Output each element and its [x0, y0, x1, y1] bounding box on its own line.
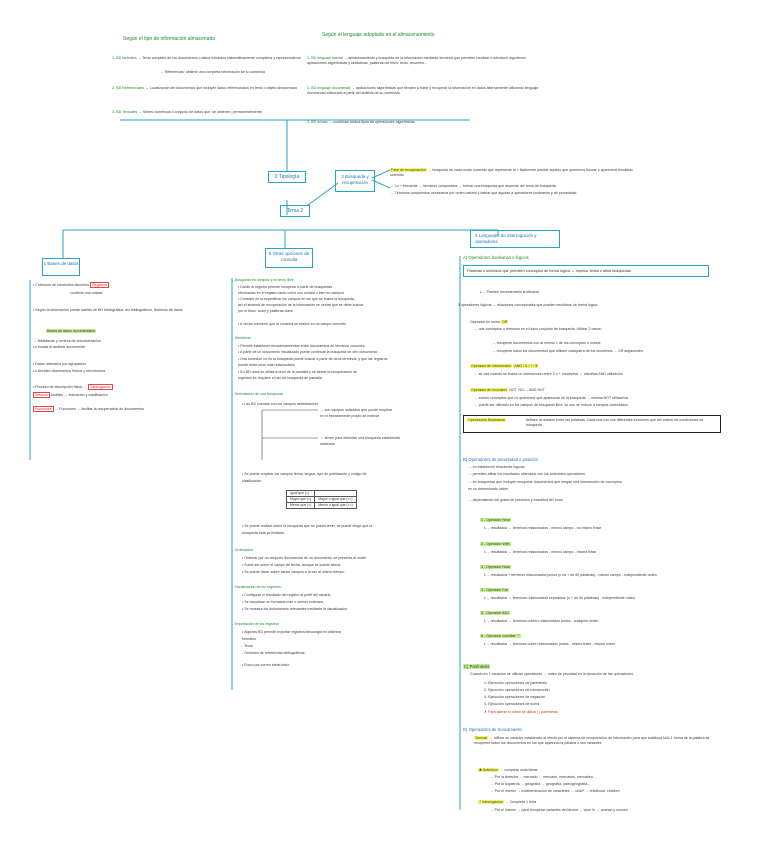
mid-heading-campos: → Búsqueda en campos y en texto libre [230, 278, 294, 282]
left-line-1: • Colección de elementos discretos Registros [33, 283, 108, 287]
left-line-3: → Bibliotecas y centros de documentación [33, 339, 101, 343]
operador-or-text: → unir conceptos o términos en el único conjunto de búsqueda. Utilizar 2 casos: [474, 327, 602, 331]
mid-heading-exportacion: → Exportación de los registros [230, 622, 279, 626]
busqueda-note-3: → Términos compuestos necesarios por orden natural y hablar que ayudan a operadores booleanos y de proximidad [390, 191, 577, 195]
proximidad-heading: B) Operadores de proximidad o posición [463, 457, 538, 462]
op-with-text: L→ resultados → términos relacionados - mismo campo - misma frase [484, 550, 597, 554]
parentesis-heading: C) Paréntesis [464, 664, 490, 669]
top-left-item-2: 2- BD Referenciales → Localización de documentos que incluyen datos referenciados en texto o objeto almacenado [112, 86, 298, 90]
comparison-table: Igual que (=) Mayor que (>) Mayor o igual que (>=) Menor que (<) Menor o igual que (<=) [286, 490, 357, 509]
booleanos-intro: 3 operadores lógicos → relaciones conceptuales que pueden escribirse de forma lógica [458, 303, 598, 307]
lenguajes-node: 4 Lenguajes de interrogación y operadores [470, 230, 560, 248]
left-line-2: • Según la información puede habitar de BD bibliográfica, así bibliográficos, términos de datos [33, 308, 183, 312]
top-right-item-3: 3- BD mixtas → combinan ambos tipos de operaciones algorítmicas [307, 120, 416, 124]
mid-heading-visualizacion: → Visualización de los registros [230, 585, 281, 589]
otras-opciones-node: 5 Otras opciones de consulta [265, 248, 313, 268]
trunc-derecha: → Por la derecha → mercado → mercado, mercados, mercadeo... [490, 775, 596, 779]
operador-and-text: → se usa cuando se busca un intersección entre 2 o + conceptos → visualiza AND utilización [474, 372, 623, 376]
trunc-asterisco: ✱ Asterisco → completa unos letras [479, 768, 538, 772]
left-line-4: Lo instala el análisis documental [33, 345, 85, 349]
mid-heading-hipertexto: → Hipertexto [230, 336, 251, 340]
op-far-text: L→ resultados → términos relacionados separados (n + de 50 palabras) - independiente orden [484, 596, 635, 600]
truncamiento-intro: Truncar → utilizar un carácter establecido al efecto por el sistema de recuperación de información para que sustituya sólo 1 forma de la palabra se recuperen todos los documentos en los que aparezca la palabra o sus variantes [474, 736, 710, 745]
op-near-2-text: L→ resultados + términos relacionados juntos (n no + de 50 palabras) - mismo campo - independiente orden [484, 573, 657, 577]
left-line-1-sub: contiene una unidad [70, 291, 103, 295]
booleanos-sub: L→ Pueden incrementarlo la eficacia [480, 290, 539, 294]
operador-not-line: → puede ser utilizado en los campos de búsqueda libre, su uso se reduce a campos controlados [474, 403, 629, 407]
op-near-1-text: L→ resultados → términos relacionados - mismo campo - no mismo frase [484, 526, 602, 530]
left-line-8: Tesauro Análisis → indización y clasificación [35, 393, 108, 397]
booleanos-note-label: Operadores Booleanos [468, 418, 505, 422]
operador-not-text: → excluir conceptos que no queremos que aparezcan en la búsqueda → elimina NOT utilizamos [474, 396, 629, 400]
op-with: 2 - Operador With [481, 542, 510, 546]
top-right-item-2: 2- BD lenguaje documental → aplicaciones algorítmicas que tienden a tratar y recuperar la información en datos alternamente utilizando lenguaje documental elaborado a partir del análisis de su contenido [307, 86, 539, 95]
left-line-9: Funciones → Funciones → facilitar la recuperación de documentos [35, 407, 144, 411]
mid-heading-ordenacion: → Ordenación [230, 548, 254, 552]
booleanos-heading: A) Operadores booleanos o lógicos [463, 255, 529, 260]
trunc-interrogacion-interior: → Por el interior → para recuperar variantes del idioma → wom?n → woman y women [490, 808, 628, 812]
truncamiento-heading: D) Operadores de truncamiento [463, 727, 522, 732]
operador-or-line-2: → recuperar todos los documentos que utilicen cualquiera de los sinónimos → OR adyacentes [492, 349, 643, 353]
busqueda-note-2: → Lo + frecuente → términos compuestos → formar una búsqueda que depende del tema de búsqueda [390, 184, 556, 188]
top-left-item-1: 1- BD factuales → Texto completo de los documentos o datos extraídos sistemáticamente completos y representativos [112, 56, 301, 60]
booleanos-box: Palabras o símbolos que permiten conceptos de forma lógica → implica, limita o afina búsquedas [463, 265, 709, 277]
left-line-7: • Proceso de descripción física → Catalogación [33, 385, 111, 389]
mid-delimitacion-line: • Las BD cuentan con los campos delimitadores [242, 402, 319, 406]
top-right-title: Según el lenguaje adoptado en el almacenamiento [322, 32, 435, 38]
top-left-item-3: 3- BD Textuales → Series numéricas o conjunto de datos que, se obtienen, permanentemente [112, 110, 262, 114]
left-line-6: Lo deciden documentos físicos y electrónicos [33, 369, 106, 373]
op-adj-text: L→ resultados → términos cubren relacionados juntos - cualquier orden [484, 619, 599, 623]
trunc-interrogacion: ? Interrogación → Completa 1 letra [479, 800, 536, 804]
op-near-1: 1 - Operador Near [481, 518, 511, 522]
top-left-title: Según el tipo de información almacenada [123, 36, 216, 42]
left-line-5: • Datos obtenidos por agrupación [33, 362, 87, 366]
top-right-item-1: 1- BD lenguaje natural → almacenamiento y búsqueda de la información mediante términos que permiten localizar e introducir algoritmos aplicaciones algorítmicas y sintácticas, palabras del título, texto, resumen... [307, 56, 526, 65]
op-comillas: 6 - Operador comillas " " [481, 634, 520, 638]
operador-or-line-1: → recuperar documentos con al menos 1 de los conceptos o unidos [492, 341, 601, 345]
mid-heading-delimitacion: → Delimitación de una búsqueda [230, 392, 283, 396]
op-far: 4 - Operador Far [481, 588, 508, 592]
operador-and: Operador de intersección AND / & / + / $ [471, 364, 538, 368]
tipologia-node: 2 Tipología [268, 171, 306, 183]
operador-or: Operador de suma OR [470, 320, 508, 324]
tema-node: Tema 2 [280, 205, 310, 217]
booleanos-note-text: definen la relación entre las palabras. Cada una con sus diferentes funciones que del criterio de condiciones de búsqueda [526, 418, 704, 427]
trunc-izquierda: → Por la izquierda → geografía → geografía, paleogeografía... [490, 782, 591, 786]
busqueda-note-1: Fase de recuperación → búsqueda en cada modo concreto que represente la + fácilmente posible aquello que queremos buscar y aparecerá resultado obtenido [390, 168, 633, 177]
busqueda-node: 3 Búsqueda y recuperación [335, 170, 375, 192]
trunc-interior: → Por el interior → indeterminación de caracteres → child* → childhood, children [490, 789, 620, 793]
op-comillas-text: L→ resultados → términos cubre relacionados juntos - mismo frase - mismo orden [484, 642, 616, 646]
op-near-2: 3 - Operador Near [481, 565, 511, 569]
left-heading-documentales: Bases de datos documentales [47, 329, 96, 333]
top-left-item-sub: → Referencias: obtiene una completa información de lo contenido [160, 70, 266, 74]
bases-de-datos-node: 1 Bases de datos [42, 258, 80, 276]
operador-not: Operador de exclusión NOT, NO, -, AND NOT [471, 388, 545, 392]
parentesis-intro: Cuando en 1 ecuación se utilizan operadores → orden de prioridad en la ejecución de las operaciones [470, 672, 634, 676]
op-adj: 5 - Operador ADJ [481, 611, 509, 615]
